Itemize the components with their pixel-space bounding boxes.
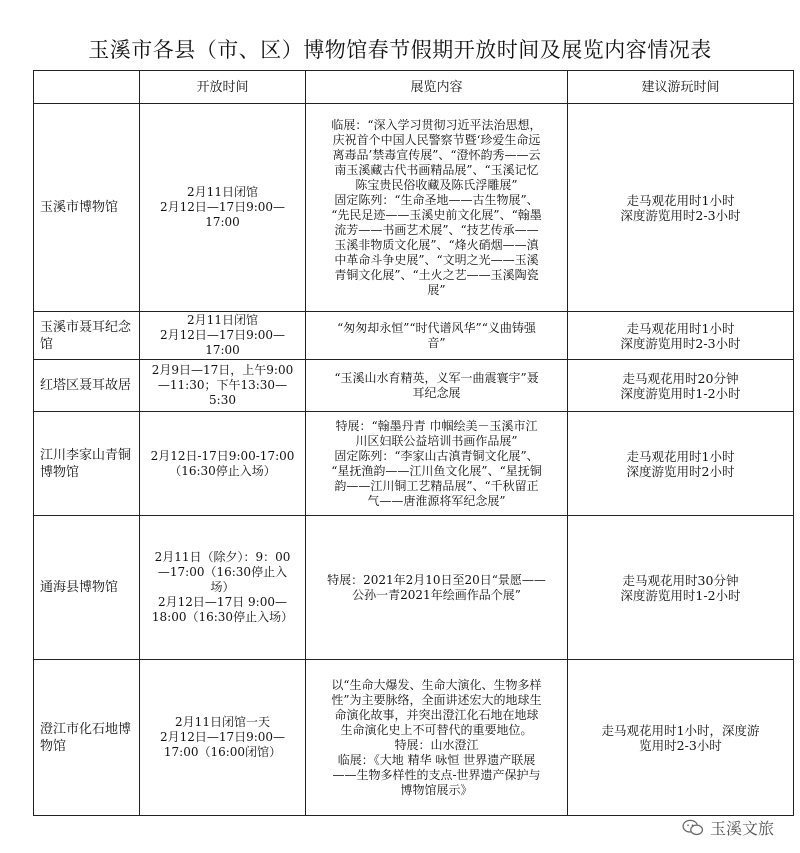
table-header-row [34,71,794,104]
exhibition-content-cell-line: 以“生命大爆发、生命大演化、生物多样 [331,677,542,692]
exhibition-content-cell-line: 公孙一青2021年绘画作品个展” [352,587,521,602]
opening-hours-cell [140,412,306,516]
exhibition-content-cell-line: 南玉溪藏古代书画精品展”、“玉溪记忆 [334,162,539,177]
exhibition-content-cell-line: 临展：《大地 精华 咏恒 世界遗产联展 [337,752,536,767]
opening-hours-cell [140,104,306,312]
page-title: 玉溪市各县（市、区）博物馆春节假期开放时间及展览内容情况表 [88,38,712,62]
exhibition-content-cell-line: 展” [427,282,446,297]
exhibition-content-cell [306,360,568,412]
opening-hours-cell-line: 17:00 [205,343,240,357]
exhibition-content-cell-line: 中革命斗争史展”、“文明之光——玉溪 [334,252,539,267]
opening-hours-cell-line: 2月12日—17日9:00— [159,328,286,342]
exhibition-content-cell-line: “玉溪山水育精英，义军一曲震寰宇”聂 [334,370,539,385]
opening-hours-cell-line: 2月12日—17日9:00— [159,730,286,744]
header-cell: 展览内容 [306,71,568,104]
suggested-visit-time-cell-line: 深度游览用时1-2小时 [620,587,741,603]
exhibition-content-cell-line: “先民足迹——玉溪史前文化展”、“翰墨 [331,207,542,222]
table-row [34,312,794,360]
watermark [682,816,774,839]
suggested-visit-time-cell-line: 深度游览用时2-3小时 [620,335,741,351]
exhibition-content-cell-line: 气——唐淮源将军纪念展” [367,493,506,508]
table-row [34,360,794,412]
exhibition-content-cell-line: 川区妇联公益培训书画作品展” [355,433,518,448]
opening-hours-cell-line: —17:00（16:30停止入 [157,565,288,579]
museum-name-cell: 红塔区聂耳故居 [34,360,140,412]
exhibition-content-cell-line: 音” [427,335,446,350]
exhibition-content-cell-line: 固定陈列：“李家山古滇青铜文化展”、 [334,448,539,463]
exhibition-content-cell [306,104,568,312]
exhibition-content-cell-line: 生命演化史上不可替代的重要地位。 [340,722,533,737]
suggested-visit-time-cell [568,312,794,360]
suggested-visit-time-cell-line: 走马观花用时1小时 [626,192,735,208]
exhibition-content-cell-line: “星抚渔韵——江川鱼文化展”、“星抚铜 [331,463,542,478]
exhibition-content-cell-line: 固定陈列：“生命圣地——古生物展”、 [334,192,539,207]
exhibition-content-cell-line: 庆祝首个中国人民警察节暨‘珍爱生命远 [332,132,541,147]
museum-name-cell: 通海县博物馆 [34,516,140,660]
suggested-visit-time-cell [568,360,794,412]
suggested-visit-time-cell-line: 深度游览用时2小时 [626,463,735,479]
exhibition-content-cell-line: 韵——江川铜工艺精品展”、“千秋留正 [334,478,539,493]
opening-hours-cell-line: 2月12日-17日9:00-17:00 [150,448,295,463]
exhibition-content-cell [306,516,568,660]
table-row [34,516,794,660]
opening-hours-cell-line: 17:00（16:00闭馆） [163,745,282,759]
opening-hours-cell-line: 18:00（16:30停止入场） [151,610,294,624]
opening-hours-cell-line: 2月11日（除夕）：9：00 [154,550,291,564]
exhibition-content-cell-line: 特展：2021年2月10日至20日“景愿—— [327,572,546,587]
opening-hours-cell [140,660,306,816]
opening-hours-cell-line: 2月9日—17日，上午9:00 [151,363,294,377]
suggested-visit-time-cell-line: 览用时2-3小时 [639,737,722,753]
museum-name-cell: 玉溪市聂耳纪念馆 [34,312,140,360]
exhibition-content-cell-line: 特展：山水澄江 [394,737,479,752]
opening-hours-cell-line: 2月12日—17日9:00— [159,200,286,214]
opening-hours-cell [140,516,306,660]
opening-hours-cell-line: 2月11日闭馆 [187,313,258,327]
watermark-text: 玉溪文旅 [709,819,774,838]
suggested-visit-time-cell-line: 走马观花用时1小时，深度游 [601,722,760,738]
opening-hours-cell-line: —11:30；下午13:30— [157,378,288,392]
suggested-visit-time-cell-line: 走马观花用时1小时 [626,320,735,336]
header-cell: 建议游玩时间 [568,71,794,104]
museum-name-cell: 澄江市化石地博物馆 [34,660,140,816]
table-row [34,104,794,312]
opening-hours-cell-line: （16:30停止入场） [169,463,276,478]
suggested-visit-time-cell [568,516,794,660]
table-row [34,660,794,816]
header-cell: 开放时间 [140,71,306,104]
exhibition-content-cell-line: 临展：“深入学习贯彻习近平法治思想， [331,117,542,132]
exhibition-content-cell-line: ——生物多样性的支点-世界遗产保护与 [332,767,541,782]
opening-hours-cell [140,360,306,412]
exhibition-content-cell-line: 博物馆展示》 [400,782,473,797]
opening-hours-cell-line: 场） [210,580,235,594]
opening-hours-cell-line: 2月11日闭馆 [187,185,258,199]
museum-name-cell: 玉溪市博物馆 [34,104,140,312]
exhibition-content-cell [306,412,568,516]
suggested-visit-time-cell-line: 深度游览用时2-3小时 [620,207,741,223]
suggested-visit-time-cell [568,104,794,312]
header-cell [34,71,140,104]
opening-hours-cell-line: 17:00 [205,215,240,229]
exhibition-content-cell-line: 耳纪念展 [412,385,461,400]
exhibition-content-cell-line: 离毒品’禁毒宣传展”、“澄怀韵秀——云 [332,147,541,162]
exhibition-content-cell-line: 特展：“翰墨丹青 巾帼绘美－玉溪市江 [335,418,538,433]
opening-hours-cell-line: 2月11日闭馆一天 [175,715,270,729]
wechat-icon [682,819,704,837]
exhibition-content-cell-line: 陈宝贵民俗收藏及陈氏浮雕展” [355,177,518,192]
opening-hours-cell [140,312,306,360]
exhibition-content-cell [306,312,568,360]
suggested-visit-time-cell-line: 走马观花用时30分钟 [622,572,739,588]
suggested-visit-time-cell [568,412,794,516]
suggested-visit-time-cell-line: 走马观花用时20分钟 [622,370,739,386]
exhibition-content-cell-line: 玉溪非物质文化展”、“烽火硝烟——滇 [334,237,539,252]
museum-schedule-table [33,70,794,816]
table-row [34,412,794,516]
suggested-visit-time-cell-line: 走马观花用时1小时 [626,448,735,464]
exhibition-content-cell [306,660,568,816]
opening-hours-cell-line: 5:30 [209,393,236,407]
exhibition-content-cell-line: 性”为主要脉络，全面讲述宏大的地球生 [331,692,542,707]
exhibition-content-cell-line: “匆匆却永恒”“时代谱风华”“义曲铸强 [337,320,536,335]
exhibition-content-cell-line: 流芳——书画艺术展”、“技艺传承—— [334,222,539,237]
museum-name-cell: 江川李家山青铜博物馆 [34,412,140,516]
suggested-visit-time-cell [568,660,794,816]
suggested-visit-time-cell-line: 深度游览用时1-2小时 [620,385,741,401]
opening-hours-cell-line: 2月12日—17日 9:00— [158,595,287,609]
exhibition-content-cell-line: 命演化故事，并突出澄江化石地在地球 [334,707,539,722]
exhibition-content-cell-line: 青铜文化展”、“土火之艺——玉溪陶瓷 [334,267,539,282]
